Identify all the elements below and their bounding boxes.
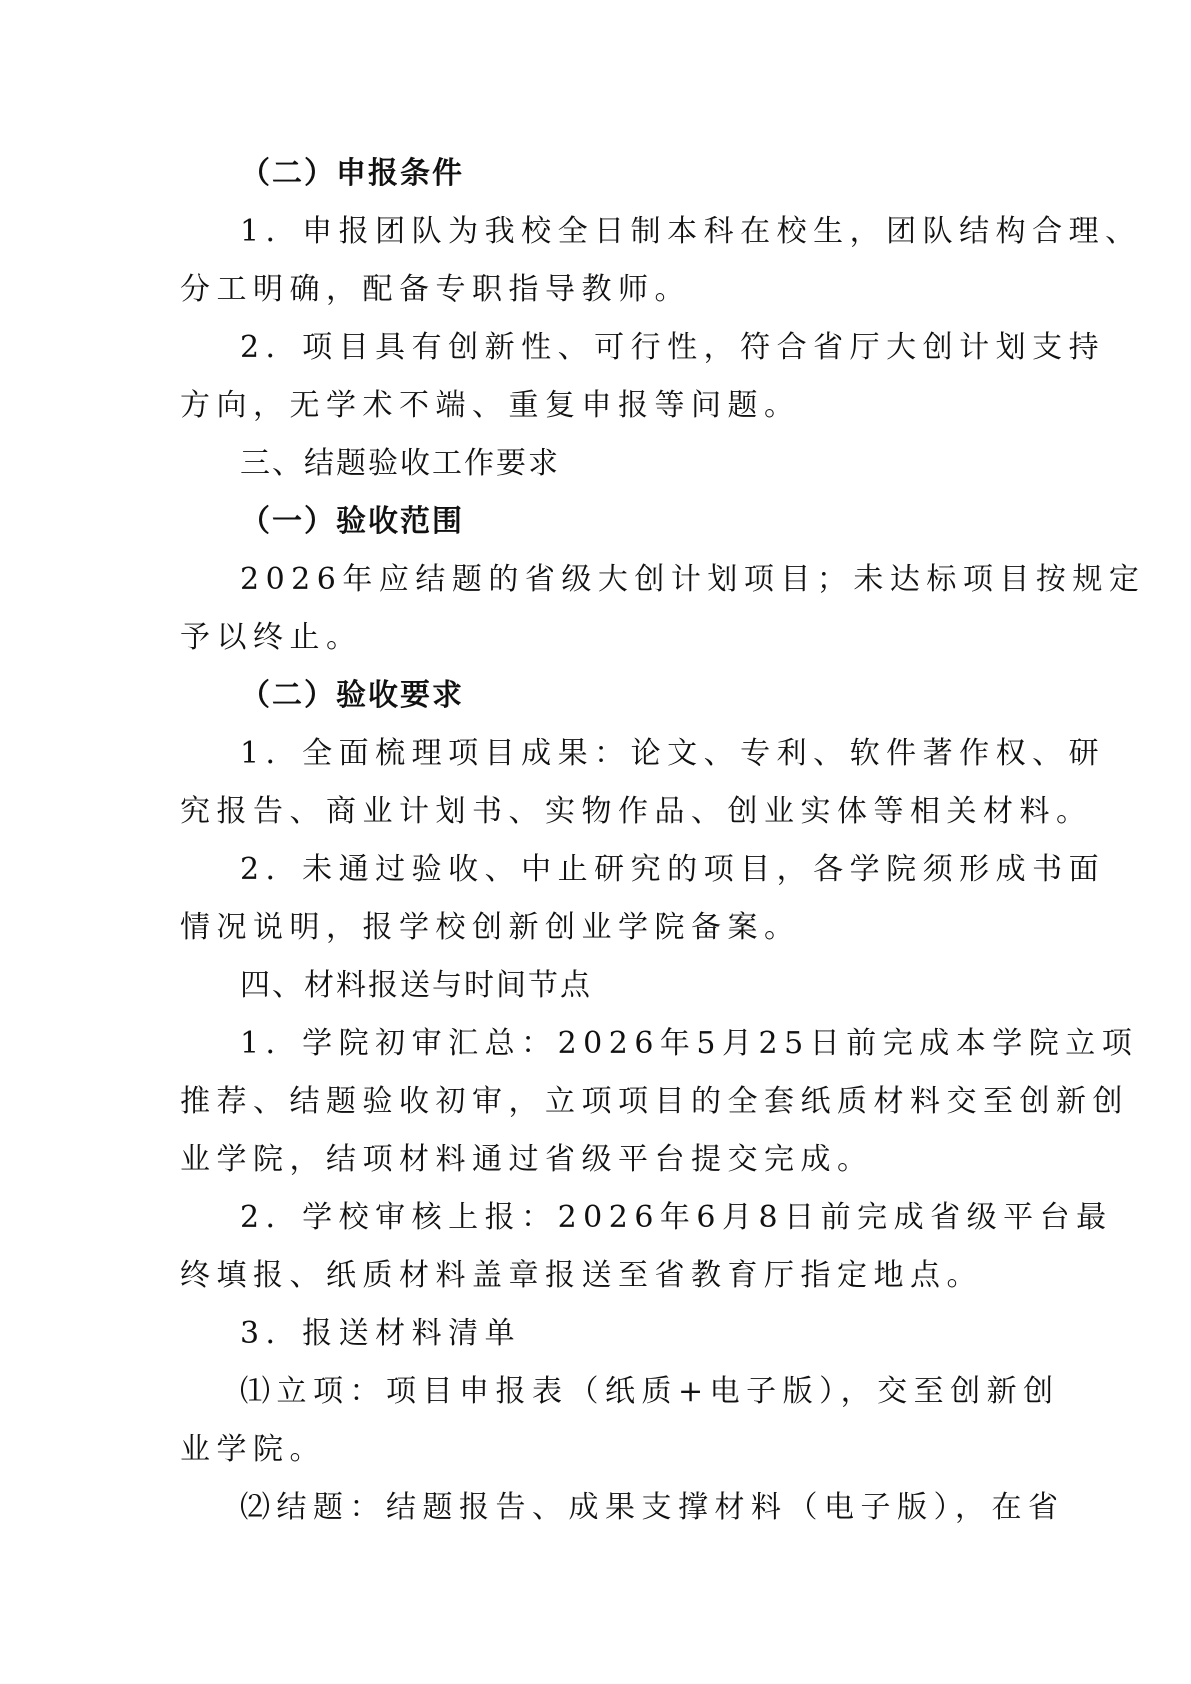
- paragraph-line: 情况说明，报学校创新创业学院备案。: [180, 910, 801, 945]
- paragraph-line: 究报告、商业计划书、实物作品、创业实体等相关材料。: [180, 794, 1093, 829]
- paragraph-line: 终填报、纸质材料盖章报送至省教育厅指定地点。: [180, 1258, 983, 1293]
- paragraph-line: 1．申报团队为我校全日制本科在校生，团队结构合理、: [240, 214, 1142, 249]
- paragraph-line: 2．学校审核上报：2026年6月8日前完成省级平台最: [240, 1200, 1113, 1235]
- section-subheading: （二）验收要求: [240, 678, 464, 713]
- section-heading: 四、材料报送与时间节点: [240, 968, 592, 1003]
- paragraph-line: ⑴立项：项目申报表（纸质+电子版），交至创新创: [240, 1374, 1060, 1409]
- paragraph-line: ⑵结题：结题报告、成果支撑材料（电子版），在省: [240, 1490, 1065, 1525]
- section-subheading: （二）申报条件: [240, 156, 464, 191]
- paragraph-line: 2026年应结题的省级大创计划项目；未达标项目按规定: [240, 562, 1146, 597]
- paragraph-line: 1．学院初审汇总：2026年5月25日前完成本学院立项: [240, 1026, 1139, 1061]
- paragraph-line: 2．未通过验收、中止研究的项目，各学院须形成书面: [240, 852, 1106, 887]
- paragraph-line: 推荐、结题验收初审，立项项目的全套纸质材料交至创新创: [180, 1084, 1129, 1119]
- paragraph-line: 3．报送材料清单: [240, 1316, 522, 1351]
- paragraph-line: 2．项目具有创新性、可行性，符合省厅大创计划支持: [240, 330, 1106, 365]
- paragraph-line: 予以终止。: [180, 620, 363, 655]
- paragraph-line: 1．全面梳理项目成果：论文、专利、软件著作权、研: [240, 736, 1106, 771]
- paragraph-line: 方向，无学术不端、重复申报等问题。: [180, 388, 801, 423]
- paragraph-line: 分工明确，配备专职指导教师。: [180, 272, 691, 307]
- section-subheading: （一）验收范围: [240, 504, 464, 539]
- paragraph-line: 业学院。: [180, 1432, 326, 1467]
- document-page: [180, 145, 1146, 1537]
- paragraph-line: 业学院，结项材料通过省级平台提交完成。: [180, 1142, 874, 1177]
- section-heading: 三、结题验收工作要求: [240, 446, 560, 481]
